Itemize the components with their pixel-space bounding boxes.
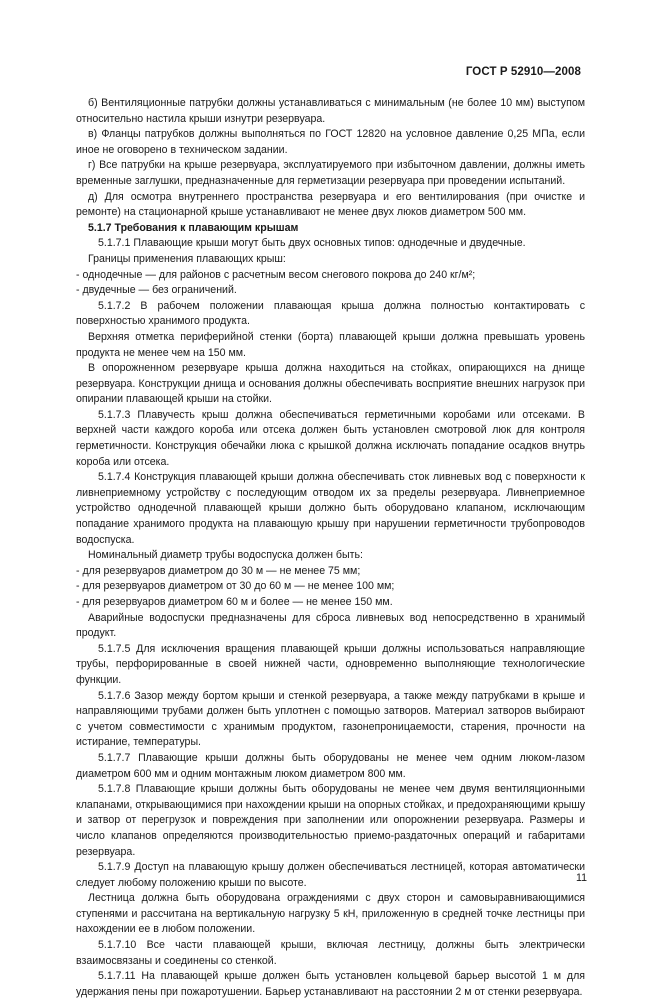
list-item: - для резервуаров диаметром до 30 м — не менее 75 мм; xyxy=(76,564,361,577)
list-item: - для резервуаров диаметром от 30 до 60 м — не менее 100 мм; xyxy=(76,580,395,593)
paragraph: Границы применения плавающих крыш: xyxy=(88,252,286,265)
paragraph: 5.1.7.5 Для исключения вращения плавающей крыши должны использоваться направляющие трубы, перфорированные в своей нижней части, одновременно выполняющие технологические функции. xyxy=(76,642,585,686)
paragraph: В опорожненном резервуаре крыша должна находиться на стойках, опирающихся на днище резервуара. Конструкции днища и основания должны обеспечивать восприятие внешних нагрузок при опирании плавающей крыши на стойки. xyxy=(76,362,585,406)
document-body xyxy=(76,96,585,1000)
paragraph: 5.1.7.7 Плавающие крыши должны быть оборудованы не менее чем одним люком-лазом диаметром 600 мм и одним монтажным люком диаметром 800 мм. xyxy=(76,751,585,780)
list-item: - для резервуаров диаметром 60 м и более — не менее 150 мм. xyxy=(76,596,393,608)
paragraph: 5.1.7.9 Доступ на плавающую крышу должен обеспечиваться лестницей, которая автоматически следует любому положению крыши по высоте. xyxy=(76,861,585,889)
list-item: - двудечные — без ограничений. xyxy=(76,284,237,297)
paragraph: 5.1.7.4 Конструкция плавающей крыши должна обеспечивать сток ливневых вод с поверхности к ливнеприемному устройству с последующим отводом их за пределы резервуара. Ливнеприемное устройство однодечной плавающей крыши должно быть оборудовано клапаном, исключающим попадание хранимого продукта на плавающую крышу при нарушении герметичности трубопроводов водоспуска. xyxy=(76,471,585,546)
paragraph: г) Все патрубки на крыше резервуара, эксплуатируемого при избыточном давлении, должны иметь временные заглушки, предназначенные для герметизации резервуара при проведении испытаний. xyxy=(76,159,585,187)
page-number: 11 xyxy=(576,872,587,884)
paragraph: д) Для осмотра внутреннего пространства резервуара и его вентилирования (при очистке и ремонте) на стационарной крыше устанавливают не менее двух люков диаметром 500 мм. xyxy=(76,190,585,219)
paragraph: 5.1.7.8 Плавающие крыши должны быть оборудованы не менее чем двумя вентиляционными клапанами, открывающимися при нахождении крыши на опорных стойках, и предохраняющими крышу и затвор от перегрузок и повреждения при заполнении или опорожнении резервуара. Размеры и число клапанов определяются производительностью приемо-раздаточных операций и габаритами резервуара. xyxy=(76,783,585,858)
paragraph: Аварийные водоспуски предназначены для сброса ливневых вод непосредственно в хранимый продукт. xyxy=(76,611,585,640)
paragraph: 5.1.7.1 Плавающие крыши могут быть двух основных типов: однодечные и двудечные. xyxy=(98,237,526,250)
paragraph: Номинальный диаметр трубы водоспуска должен быть: xyxy=(88,549,363,562)
document-header: ГОСТ Р 52910—2008 xyxy=(465,66,581,78)
paragraph: 5.1.7.6 Зазор между бортом крыши и стенкой резервуара, а также между патрубками в крыше и направляющими трубами должен быть уплотнен с помощью затворов. Материал затворов выбирают с учетом совместимости с хранимым продуктом, газонепроницаемости, старения, прочности на истирание, температуры. xyxy=(76,689,585,749)
paragraph: в) Фланцы патрубков должны выполняться по ГОСТ 12820 на условное давление 0,25 МПа, если иное не оговорено в техническом задании. xyxy=(76,128,585,156)
paragraph: Верхняя отметка периферийной стенки (борта) плавающей крыши должна превышать уровень продукта не менее чем на 150 мм. xyxy=(76,330,585,359)
paragraph: 5.1.7.11 На плавающей крыше должен быть установлен кольцевой барьер высотой 1 м для удержания пены при пожаротушении. Барьер устанавливают на расстоянии 2 м от стенки резервуара. xyxy=(76,970,585,998)
paragraph: 5.1.7.10 Все части плавающей крыши, включая лестницу, должны быть электрически взаимосвязаны и соединены со стенкой. xyxy=(76,939,585,967)
list-item: - однодечные — для районов с расчетным весом снегового покрова до 240 кг/м²; xyxy=(76,268,476,281)
paragraph: Лестница должна быть оборудована ограждениями с двух сторон и самовыравнивающимися ступенями и рассчитана на вертикальную нагрузку 5 кН, приложенную в средней точке лестницы при нахождении ее в любом положении. xyxy=(76,892,585,936)
paragraph: 5.1.7.3 Плавучесть крыш должна обеспечиваться герметичными коробами или отсеками. В верхней части каждого короба или отсека должен быть установлен смотровой люк для контроля герметичности. Конструкция обечайки люка с крышкой должна исключать попадание осадков внутрь короба или отсека. xyxy=(76,408,585,468)
paragraph: 5.1.7.2 В рабочем положении плавающая крыша должна полностью контактировать с поверхностью хранимого продукта. xyxy=(76,299,585,328)
section-heading: 5.1.7 Требования к плавающим крышам xyxy=(88,221,299,234)
paragraph: б) Вентиляционные патрубки должны устанавливаться с минимальным (не более 10 мм) выступом относительно настила крыши изнутри резервуара. xyxy=(76,97,585,125)
